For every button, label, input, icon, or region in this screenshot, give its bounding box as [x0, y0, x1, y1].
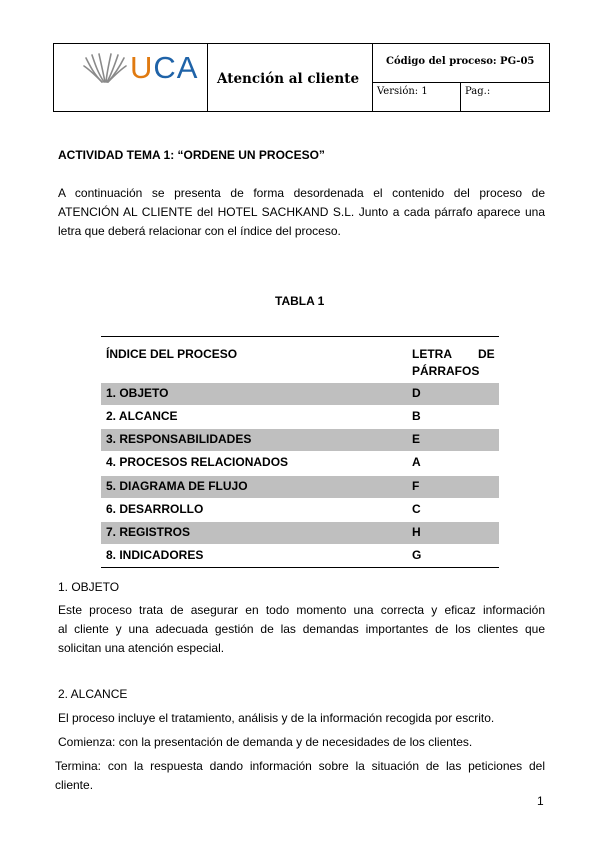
uca-leaf-logo-icon — [82, 52, 128, 86]
table-row — [101, 545, 499, 567]
row-index: 1. OBJETO — [106, 386, 169, 400]
table-row — [101, 406, 499, 428]
alcance-line-3: Termina: con la respuesta dando información sobre la situación de las peticiones del — [55, 759, 545, 773]
row-index: 7. REGISTROS — [106, 525, 191, 539]
alcance-line-1: El proceso incluye el tratamiento, análisis y de la información recogida por escrito. — [58, 711, 495, 725]
row-letter: F — [412, 479, 420, 493]
objeto-line-2: al cliente y una adecuada gestión de las demandas importantes de los clientes que — [58, 622, 545, 636]
row-letter: A — [412, 455, 421, 469]
table-row — [101, 429, 499, 451]
row-letter: D — [412, 386, 421, 400]
objeto-line-1: Este proceso trata de asegurar en todo momento una correcta y eficaz información — [58, 603, 545, 617]
intro-line-1: A continuación se presenta de forma desordenada el contenido del proceso de — [58, 186, 545, 200]
intro-line-2: ATENCIÓN AL CLIENTE del HOTEL SACHKAND S.L. Junto a cada párrafo aparece una — [58, 205, 545, 219]
page-label: Pag.: — [465, 86, 491, 97]
table-row — [101, 476, 499, 498]
table-row — [101, 452, 499, 474]
version-label: Versión: 1 — [377, 86, 428, 97]
row-letter: E — [412, 432, 421, 446]
alcance-line-4: cliente. — [55, 778, 94, 792]
activity-title: ACTIVIDAD TEMA 1: “ORDENE UN PROCESO” — [58, 148, 325, 162]
intro-line-3: letra que deberá relacionar con el índice del proceso. — [58, 224, 341, 238]
row-letter: C — [412, 502, 421, 516]
logo-cell — [54, 44, 208, 111]
row-index: 4. PROCESOS RELACIONADOS — [106, 455, 289, 469]
table-header-parrafos: PÁRRAFOS — [412, 364, 480, 378]
section-objeto-heading: 1. OBJETO — [58, 580, 120, 594]
page-cell — [460, 82, 549, 111]
table-header-index: ÍNDICE DEL PROCESO — [106, 347, 238, 361]
page-number: 1 — [537, 794, 544, 808]
row-index: 6. DESARROLLO — [106, 502, 204, 516]
process-code-cell — [372, 44, 549, 83]
table-top-border — [101, 336, 499, 337]
process-code: Código del proceso: PG-05 — [386, 56, 535, 67]
header-title-cell — [207, 44, 373, 111]
table-header-letter: LETRA — [412, 347, 452, 361]
section-objeto-paragraph — [58, 601, 545, 658]
table-row — [101, 522, 499, 544]
document-header — [53, 43, 550, 112]
row-index: 5. DIAGRAMA DE FLUJO — [106, 479, 248, 493]
row-index: 8. INDICADORES — [106, 548, 204, 562]
table-bottom-border — [101, 567, 499, 568]
version-cell — [372, 82, 461, 111]
row-index: 2. ALCANCE — [106, 409, 178, 423]
header-title: Atención al cliente — [217, 71, 360, 87]
alcance-line-2: Comienza: con la presentación de demanda y de necesidades de los clientes. — [58, 735, 473, 749]
alcance-termina-paragraph — [55, 757, 545, 795]
objeto-line-3: solicitan una atención especial. — [58, 641, 225, 655]
table-row — [101, 499, 499, 521]
row-letter: G — [412, 548, 422, 562]
table-header-de: DE — [478, 347, 495, 361]
row-letter: B — [412, 409, 421, 423]
row-letter: H — [412, 525, 421, 539]
intro-paragraph — [58, 184, 545, 241]
uca-logo-wordmark: UCA — [130, 50, 199, 85]
table-caption: TABLA 1 — [275, 294, 325, 308]
row-index: 3. RESPONSABILIDADES — [106, 432, 252, 446]
table-row — [101, 383, 499, 405]
section-alcance-heading: 2. ALCANCE — [58, 687, 128, 701]
